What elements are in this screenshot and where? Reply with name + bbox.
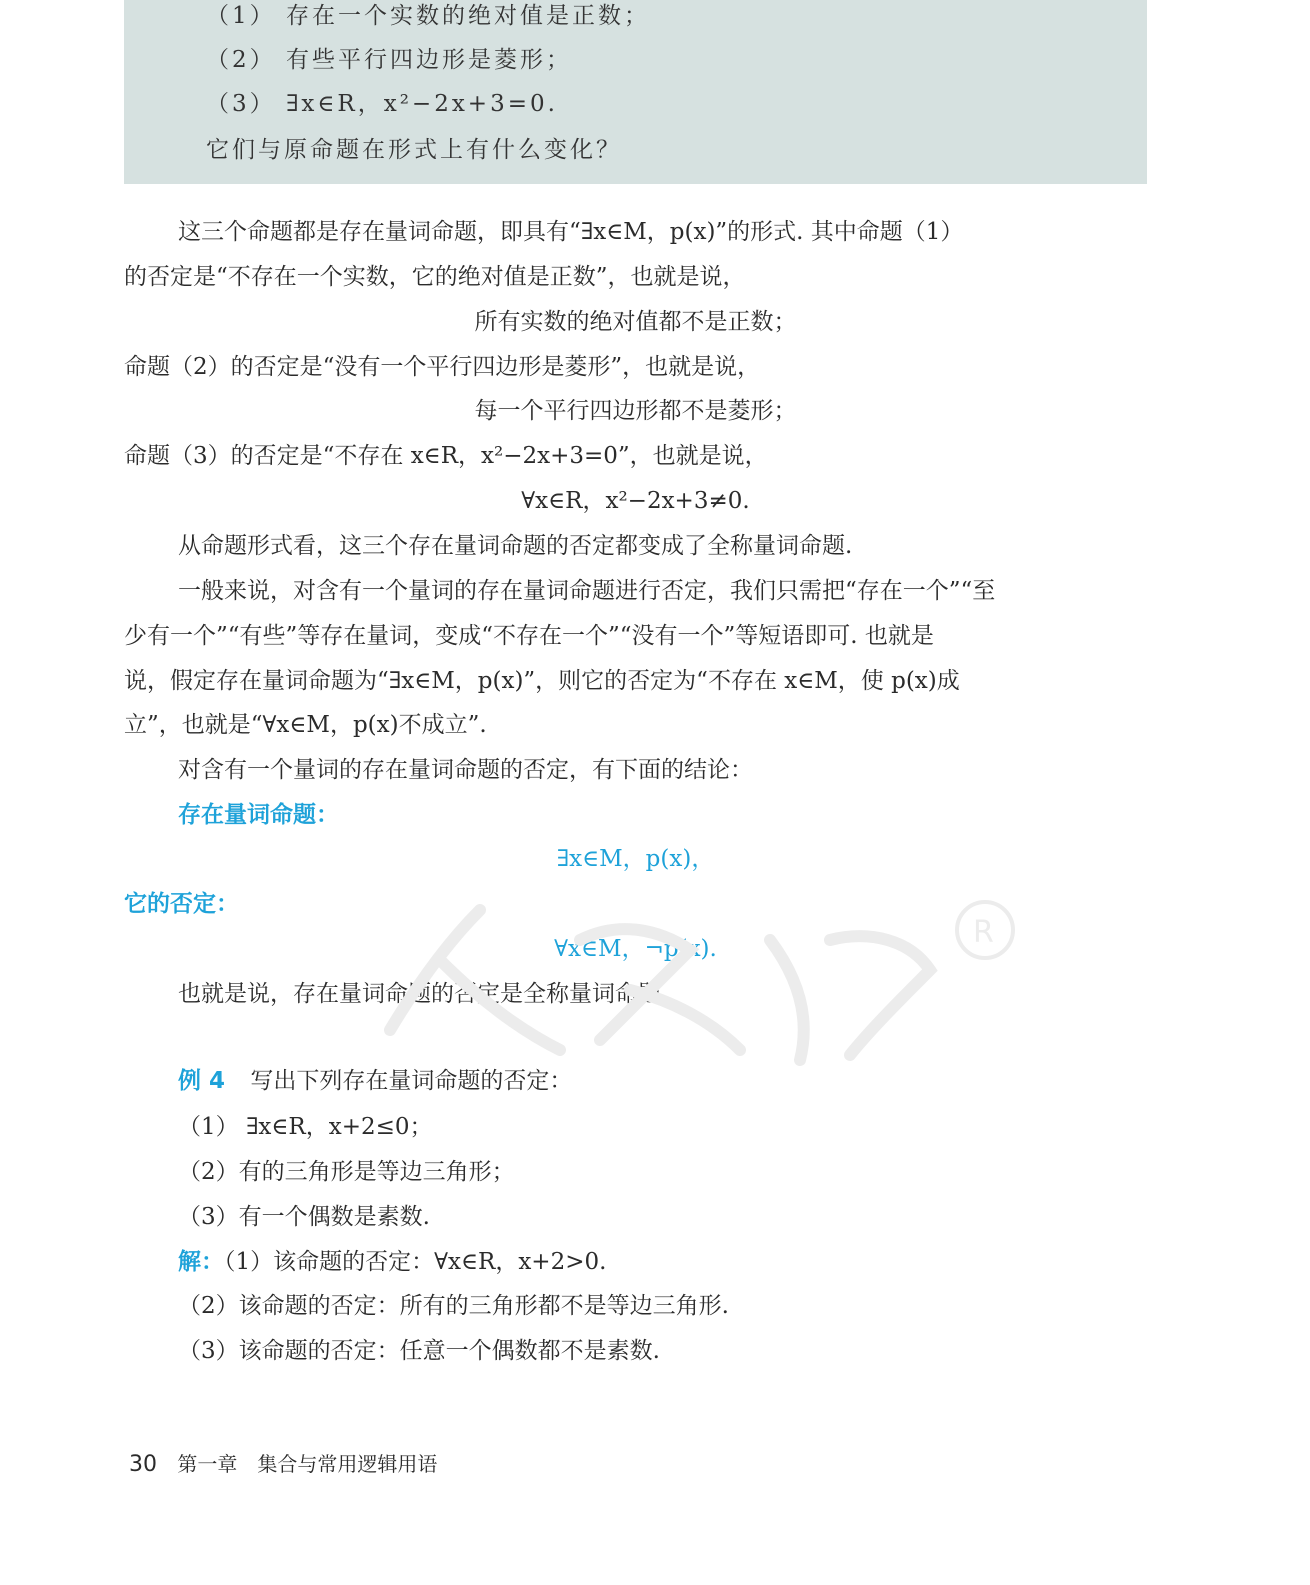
solution-item-1: （1）该命题的否定：∀x∈R，x+2>0. (224, 1249, 607, 1275)
chapter-title: 第一章 集合与常用逻辑用语 (177, 1452, 438, 1476)
paragraph-line: 这三个命题都是存在量词命题，即具有“∃x∈M，p(x)”的形式. 其中命题（1） (178, 219, 964, 245)
paragraph-line: 命题（2）的否定是“没有一个平行四边形是菱形”，也就是说， (124, 354, 761, 380)
centered-statement: 每一个平行四边形都不是菱形； (474, 398, 797, 424)
solution-item-2: （2）该命题的否定：所有的三角形都不是等边三角形. (178, 1293, 729, 1319)
centered-statement: 所有实数的绝对值都不是正数； (474, 309, 797, 335)
svg-text:R: R (973, 915, 994, 950)
paragraph-line: 立”，也就是“∀x∈M，p(x)不成立”. (124, 712, 487, 738)
think-item-2: （2） 有些平行四边形是菱形； (206, 47, 572, 73)
example-heading (178, 1070, 572, 1093)
think-item-3: （3） ∃x∈R，x²−2x+3=0. (206, 91, 558, 117)
conclusion-label-negation: 它的否定： (124, 891, 239, 917)
paragraph-line: 对含有一个量词的存在量词命题的否定，有下面的结论： (178, 757, 753, 783)
paragraph-line: 的否定是“不存在一个实数，它的绝对值是正数”，也就是说， (124, 264, 746, 290)
example-item-1: （1） ∃x∈R，x+2≤0； (178, 1114, 433, 1140)
page-number: 30 (129, 1452, 157, 1477)
think-question: 它们与原命题在形式上有什么变化？ (206, 137, 622, 163)
think-item-1: （1） 存在一个实数的绝对值是正数； (206, 3, 650, 29)
solution-line-1 (178, 1251, 606, 1274)
paragraph-line: 说，假定存在量词命题为“∃x∈M，p(x)”，则它的否定为“不存在 x∈M，使 p(x)成 (124, 668, 960, 694)
example-label: 例 4 (178, 1068, 226, 1094)
paragraph-line: 命题（3）的否定是“不存在 x∈R，x²−2x+3=0”，也就是说， (124, 443, 768, 469)
paragraph-line: 少有一个”“有些”等存在量词，变成“不存在一个”“没有一个”等短语即可. 也就是 (124, 623, 934, 649)
solution-label: 解： (178, 1249, 224, 1275)
conclusion-summary: 也就是说，存在量词命题的否定是全称量词命题. (178, 981, 669, 1007)
page-footer (129, 1448, 437, 1477)
conclusion-formula-negation: ∀x∈M，¬p(x). (554, 936, 717, 962)
publisher-watermark-logo (330, 880, 1030, 1080)
example-prompt: 写出下列存在量词命题的否定： (250, 1068, 573, 1094)
solution-item-3: （3）该命题的否定：任意一个偶数都不是素数. (178, 1338, 660, 1364)
example-item-3: （3）有一个偶数是素数. (178, 1204, 430, 1230)
paragraph-line: 一般来说，对含有一个量词的存在量词命题进行否定，我们只需把“存在一个”“至 (178, 578, 996, 604)
centered-formula: ∀x∈R，x²−2x+3≠0. (521, 488, 750, 514)
example-item-2: （2）有的三角形是等边三角形； (178, 1159, 515, 1185)
conclusion-label-existential: 存在量词命题： (178, 802, 339, 828)
paragraph-line: 从命题形式看，这三个存在量词命题的否定都变成了全称量词命题. (178, 533, 853, 559)
conclusion-formula-existential: ∃x∈M，p(x)， (556, 846, 715, 872)
